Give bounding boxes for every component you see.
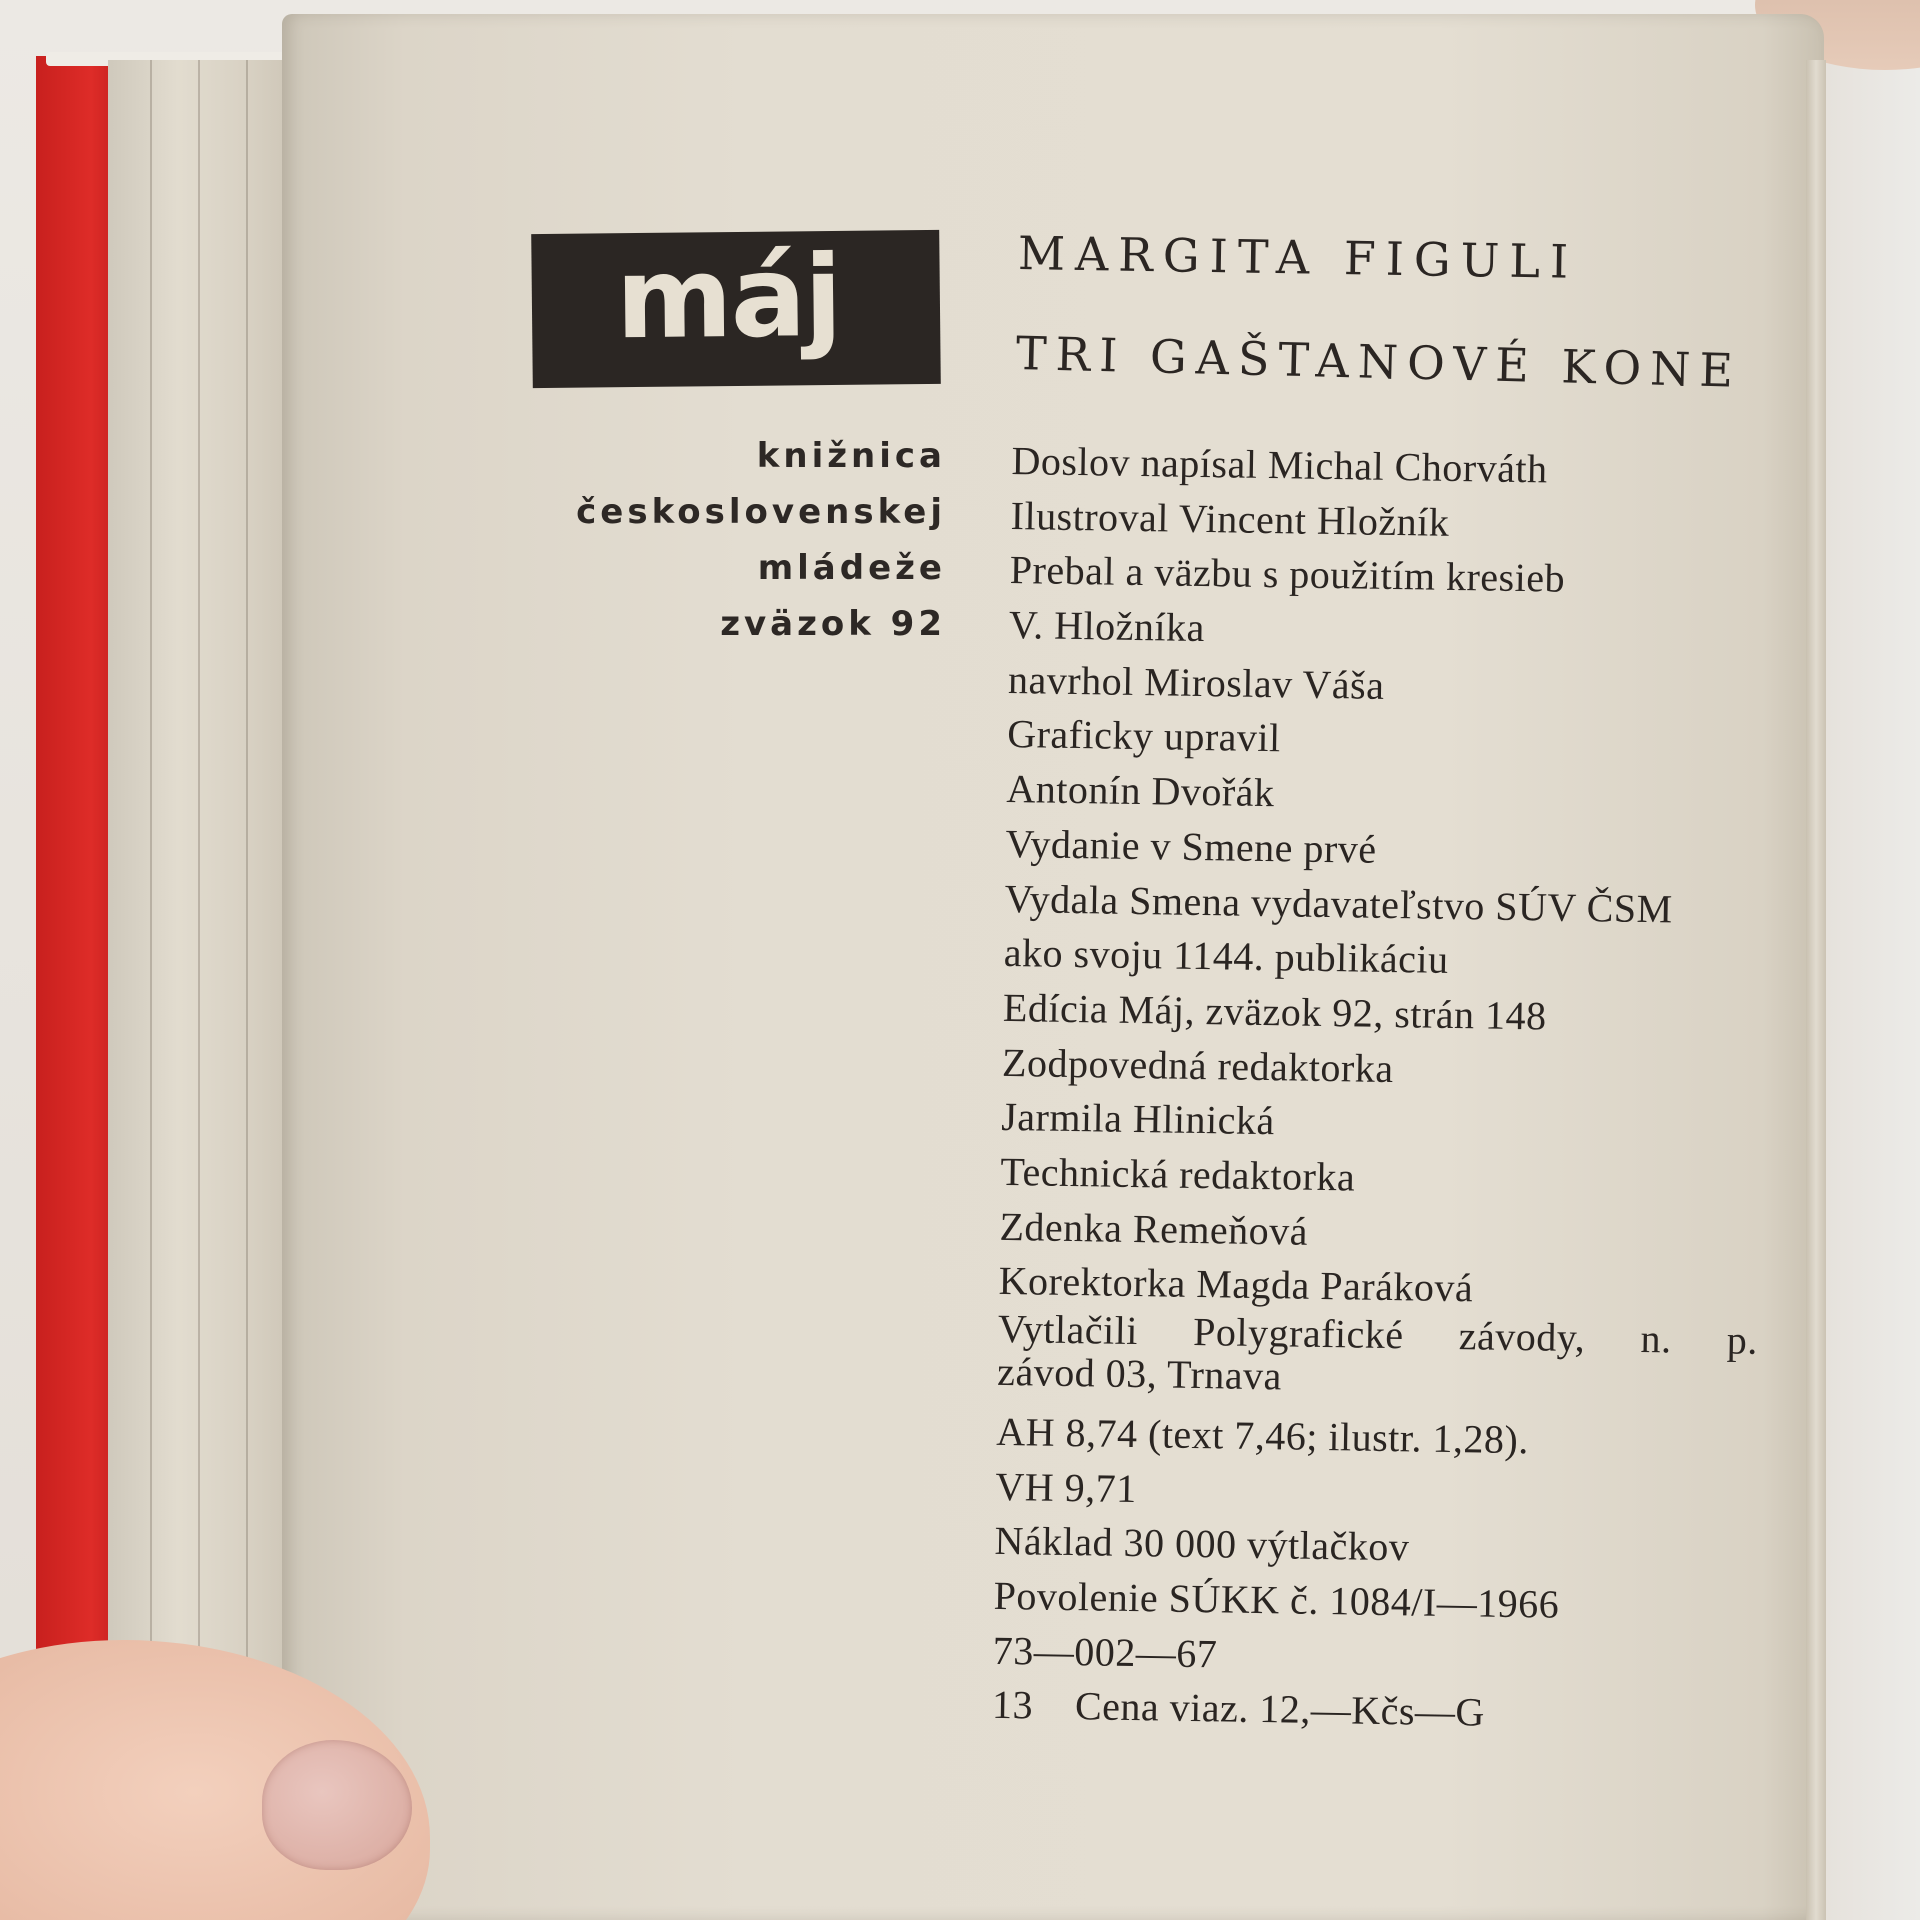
colophon-line: Graficky upravil [1006, 711, 1282, 761]
printer-word: Polygrafické [1192, 1308, 1404, 1358]
page-stack-edge [246, 60, 248, 1920]
series-line: knižnica [756, 436, 946, 476]
author-name: MARGITA FIGULI [1017, 226, 1579, 289]
colophon-line: Edícia Máj, zväzok 92, strán 148 [1002, 984, 1547, 1039]
series-line: zväzok 92 [720, 604, 946, 644]
colophon-line: Prebal a väzbu s použitím kresieb [1009, 547, 1566, 602]
code-line: 73—002—67 [992, 1627, 1218, 1677]
colophon-line: navrhol Miroslav Váša [1007, 656, 1385, 708]
print-run-line: Náklad 30 000 výtlačkov [994, 1518, 1410, 1570]
colophon-line: Doslov napísal Michal Chorváth [1011, 437, 1548, 492]
printer-word: Vytlačili [997, 1305, 1139, 1354]
colophon-line: Zdenka Remeňová [999, 1203, 1309, 1254]
page-stack-edge [198, 60, 200, 1920]
colophon-line: Zodpovedná redaktorka [1001, 1039, 1394, 1091]
colophon-line: Vydanie v Smene prvé [1005, 820, 1377, 872]
colophon-line: Jarmila Hlinická [1000, 1094, 1276, 1144]
colophon-line: Korektorka Magda Paráková [998, 1258, 1474, 1311]
thumbnail [262, 1740, 412, 1870]
colophon [992, 434, 1792, 1745]
page-right-edge [1806, 60, 1826, 1920]
colophon-line: ako svoju 1144. publikáciu [1003, 930, 1449, 983]
colophon-line: Technická redaktorka [1000, 1148, 1356, 1200]
colophon-line: V. Hložníka [1008, 602, 1206, 651]
vh-line: VH 9,71 [995, 1463, 1138, 1511]
price-code: 13 [991, 1682, 1034, 1728]
colophon-line: Vydala Smena vydavateľstvo SÚV ČSM [1004, 875, 1674, 931]
logo-text: máj [615, 231, 842, 365]
book-title: TRI GAŠTANOVÉ KONE [1015, 326, 1743, 398]
colophon-line: Ilustroval Vincent Hložník [1010, 492, 1450, 545]
series-line: československej [576, 492, 946, 532]
sheets-line: AH 8,74 (text 7,46; ilustr. 1,28). [995, 1408, 1530, 1463]
colophon-line: Antonín Dvořák [1006, 766, 1275, 816]
printer-word: závody, [1458, 1313, 1586, 1361]
series-info [520, 428, 946, 652]
maj-logo [531, 230, 941, 388]
printer-word: n. [1640, 1315, 1672, 1362]
series-line: mládeže [757, 548, 946, 588]
permit-line: Povolenie SÚKK č. 1084/I—1966 [993, 1572, 1560, 1627]
printer-word: p. [1726, 1317, 1759, 1363]
price-text: Cena viaz. 12,—Kčs—G [1074, 1683, 1486, 1736]
printer-line-2: závod 03, Trnava [996, 1348, 1283, 1399]
background-right [1826, 0, 1920, 1920]
